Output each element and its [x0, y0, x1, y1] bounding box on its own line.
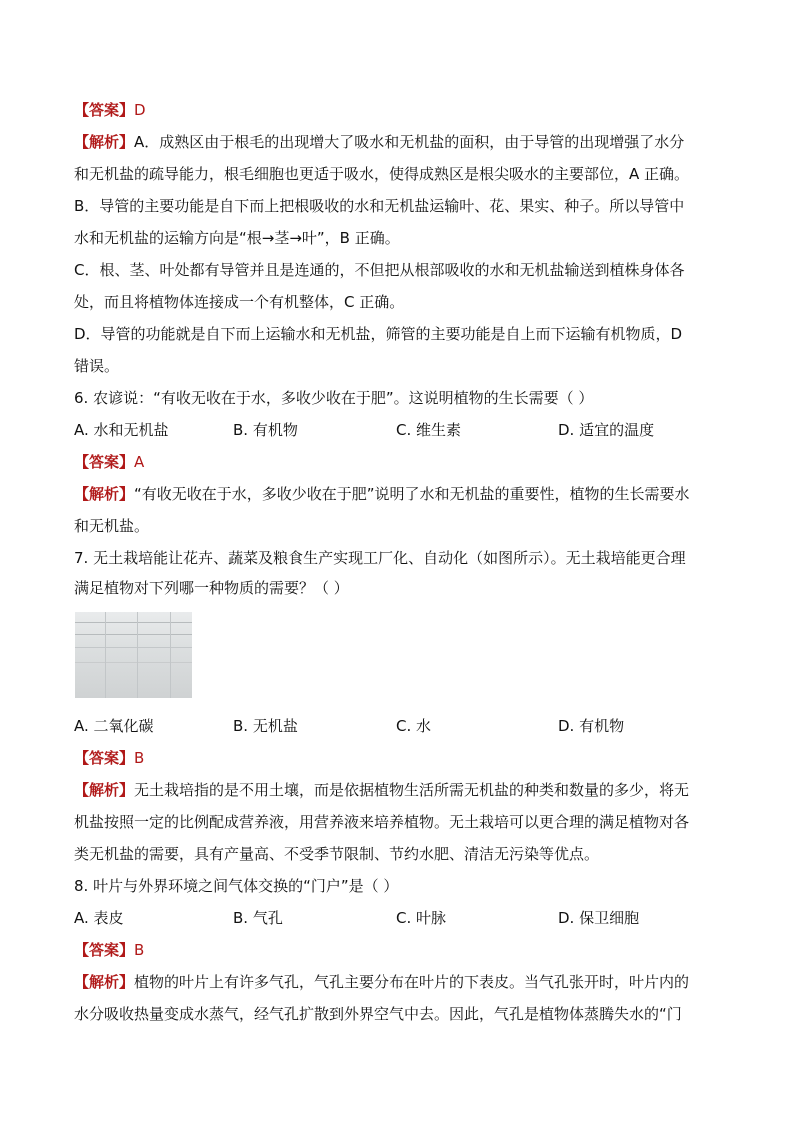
q8-analysis-line [74, 972, 724, 992]
q5-analysis-line: 和无机盐的疏导能力，根毛细胞也更适于吸水，使得成熟区是根尖吸水的主要部位，A 正确。 [74, 165, 690, 183]
option-b: B. 无机盐 [233, 717, 298, 735]
q7-analysis-line: 类无机盐的需要，具有产量高、不受季节限制、节约水肥、清洁无污染等优点。 [74, 845, 600, 863]
analysis-text: A．成熟区由于根毛的出现增大了吸水和无机盐的面积，由于导管的出现增强了水分 [134, 133, 685, 151]
analysis-text: “有收无收在于水，多收少收在于肥”说明了水和无机盐的重要性，植物的生长需要水 [134, 485, 690, 503]
q5-analysis-line: C．根、茎、叶处都有导管并且是连通的，不但把从根部吸收的水和无机盐输送到植株身体各 [74, 261, 685, 279]
q7-analysis-line [74, 780, 724, 800]
option-d: D. 适宜的温度 [558, 421, 655, 439]
option-b: B. 气孔 [233, 909, 283, 927]
q7-analysis-line: 机盐按照一定的比例配成营养液，用营养液来培养植物。无土栽培可以更合理的满足植物对各 [74, 813, 690, 831]
analysis-tag: 【解析】 [74, 781, 135, 799]
option-d: D. 有机物 [558, 717, 625, 735]
q5-analysis-line: 水和无机盐的运输方向是“根→茎→叶”，B 正确。 [74, 229, 400, 247]
option-c: C. 水 [396, 717, 432, 735]
q7-stem-line: 满足植物对下列哪一种物质的需要？（ ） [74, 579, 349, 597]
analysis-tag: 【解析】 [74, 133, 135, 151]
analysis-text: 无土栽培指的是不用土壤，而是依据植物生活所需无机盐的种类和数量的多少，将无 [134, 781, 690, 799]
greenhouse-photo [75, 612, 192, 698]
q5-analysis-line: 错误。 [74, 357, 120, 375]
option-a: A. 二氧化碳 [74, 717, 154, 735]
q5-answer [74, 100, 724, 120]
answer-value: D [134, 101, 146, 119]
q7-answer [74, 748, 724, 768]
analysis-text: 植物的叶片上有许多气孔，气孔主要分布在叶片的下表皮。当气孔张开时，叶片内的 [134, 973, 690, 991]
q7-stem-line: 7. 无土栽培能让花卉、蔬菜及粮食生产实现工厂化、自动化（如图所示）。无土栽培能更合理 [74, 549, 686, 567]
q5-analysis-line: D．导管的功能就是自下而上运输水和无机盐，筛管的主要功能是自上而下运输有机物质，D [74, 325, 683, 343]
answer-tag: 【答案】 [74, 101, 135, 119]
q6-stem: 6. 农谚说：“有收无收在于水，多收少收在于肥”。这说明植物的生长需要（ ） [74, 389, 594, 407]
answer-tag: 【答案】 [74, 453, 135, 471]
answer-tag: 【答案】 [74, 941, 135, 959]
option-a: A. 表皮 [74, 909, 124, 927]
option-a: A. 水和无机盐 [74, 421, 169, 439]
q6-answer [74, 452, 724, 472]
q5-analysis-line: B．导管的主要功能是自下而上把根吸收的水和无机盐运输叶、花、果实、种子。所以导管中 [74, 197, 685, 215]
q8-analysis-line: 水分吸收热量变成水蒸气，经气孔扩散到外界空气中去。因此，气孔是植物体蒸腾失水的“门 [74, 1005, 682, 1023]
analysis-tag: 【解析】 [74, 485, 135, 503]
q5-analysis-line [74, 132, 724, 152]
q5-analysis-line: 处，而且将植物体连接成一个有机整体，C 正确。 [74, 293, 405, 311]
answer-value: B [134, 749, 145, 767]
option-b: B. 有机物 [233, 421, 298, 439]
q8-answer [74, 940, 724, 960]
option-c: C. 维生素 [396, 421, 462, 439]
answer-value: B [134, 941, 145, 959]
answer-tag: 【答案】 [74, 749, 135, 767]
answer-value: A [134, 453, 145, 471]
option-d: D. 保卫细胞 [558, 909, 640, 927]
q8-stem: 8. 叶片与外界环境之间气体交换的“门户”是（ ） [74, 877, 399, 895]
analysis-tag: 【解析】 [74, 973, 135, 991]
q6-analysis-line [74, 484, 724, 504]
option-c: C. 叶脉 [396, 909, 447, 927]
q6-analysis-line: 和无机盐。 [74, 517, 150, 535]
